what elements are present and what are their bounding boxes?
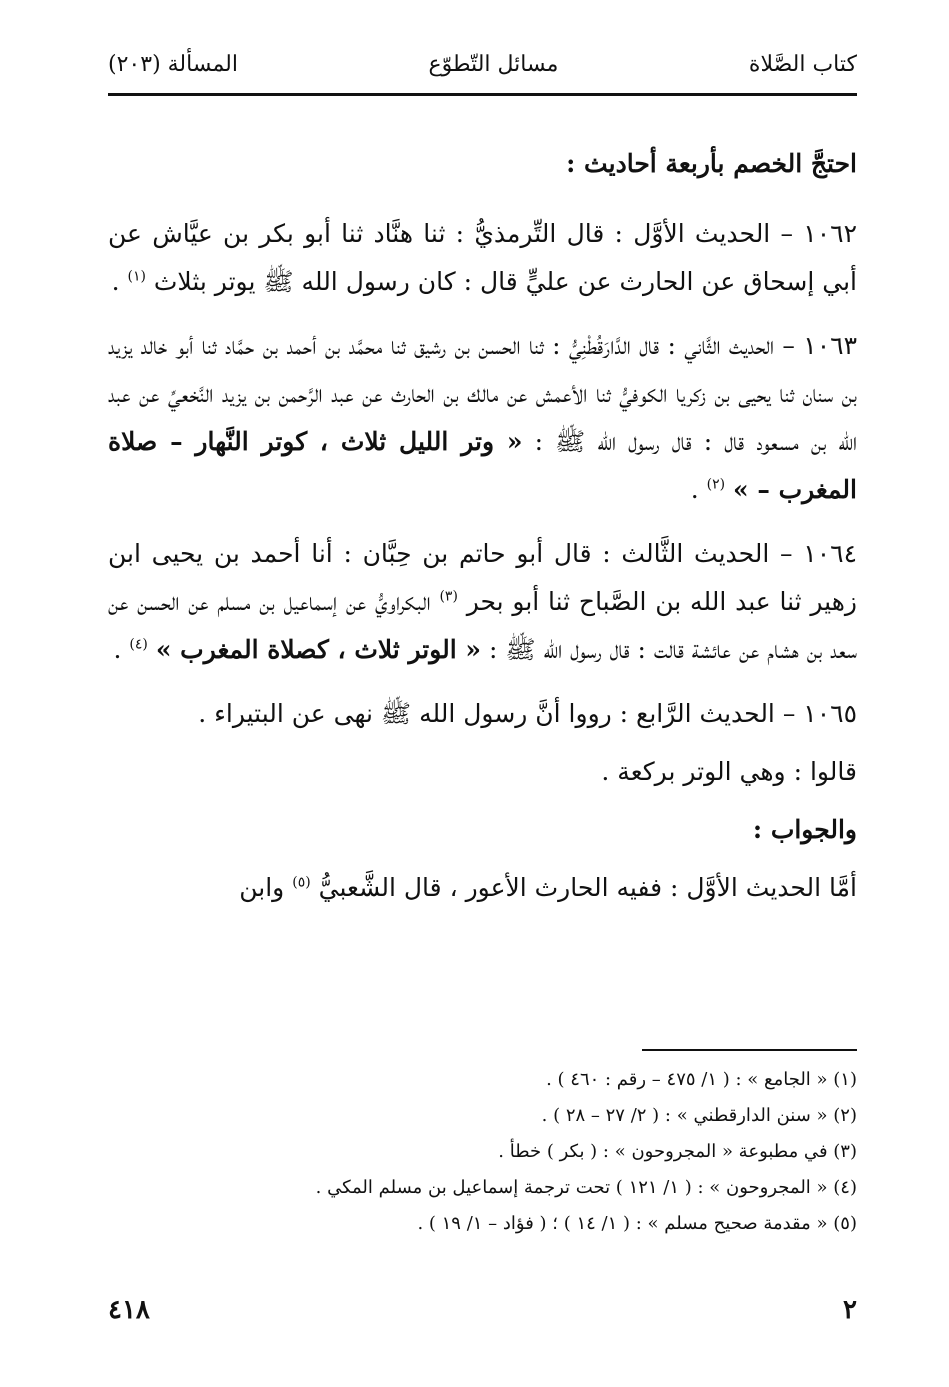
- running-header: [108, 42, 857, 86]
- header-chapter-title: مسائل التّطوّع: [428, 51, 559, 77]
- header-issue-number: المسألة (٢٠٣): [108, 51, 238, 77]
- hadith-1062-text: ١٠٦٢ – الحديث الأوَّل : قال التِّرمذيُّ : ثنا هنَّاد ثنا أبو بكر بن عيَّاش عن أبي إسحاق عن الحارث عن عليٍّ قال : كان رسول الله ﷺ يوتر بثلاث: [108, 219, 857, 296]
- page-number: ٤١٨: [108, 1295, 150, 1325]
- hadith-1062-end: .: [111, 267, 128, 296]
- hadith-1062: [108, 210, 857, 306]
- answer-text: أمَّا الحديث الأوَّل : ففيه الحارث الأعور ، قال الشَّعبيُّ: [318, 873, 857, 902]
- footnote-1: (١) « الجامع » : ( ١/ ٤٧٥ – رقم : ٤٦٠ ) .: [546, 1069, 857, 1090]
- footnote-ref-4[interactable]: (٤): [129, 636, 148, 653]
- footnote-ref-3[interactable]: (٣): [439, 588, 458, 605]
- hadith-1064-quote: « الوتر ثلاث ، كصلاة المغرب »: [155, 635, 482, 664]
- intro-line: احتجَّ الخصم بأربعة أحاديث :: [566, 149, 857, 178]
- hadith-1063-end: .: [690, 475, 707, 504]
- answer-paragraph: [108, 864, 857, 912]
- header-book-title: كتاب الصَّلاة: [748, 51, 857, 77]
- answer-heading: والجواب :: [752, 815, 857, 844]
- footnote-4: (٤) « المجروحون » : ( ١/ ١٢١ ) تحت ترجمة إسماعيل بن مسلم المكي .: [315, 1177, 857, 1198]
- footnote-2: (٢) « سنن الدارقطني » : ( ٢/ ٢٧ – ٢٨ ) .: [541, 1105, 857, 1126]
- footnote-separator: [642, 1049, 857, 1051]
- hadith-1063-quote: « وتر الليل ثلاث ، كوتر النَّهار – صلاة المغرب – »: [108, 427, 857, 504]
- volume-number: ٢: [843, 1295, 857, 1325]
- main-text: [108, 140, 857, 928]
- hadith-1065: ١٠٦٥ – الحديث الرَّابع : رووا أنَّ رسول الله ﷺ نهى عن البتيراء .: [198, 699, 857, 728]
- footnote-5: (٥) « مقدمة صحيح مسلم » : ( ١/ ١٤ ) ؛ ( فؤاد – ١/ ١٩ ) .: [417, 1213, 857, 1234]
- hadith-1063-text: ١٠٦٣ – الحديث الثَّاني : قال الدَّارَقُطْنِيُّ : ثنا الحسن بن رشيق ثنا محمَّد بن أحمد بن حمَّاد ثنا أبو خالد يزيد بن سنان ثنا يحيى بن زكريا الكوفيُّ ثنا الأعمش عن مالك بن الحارث عن عبد الرَّحمن بن يزيد النَّخعيِّ عن عبد الله بن مسعود قال : قال رسول الله ﷺ :: [108, 331, 857, 456]
- footnote-ref-2[interactable]: (٢): [706, 476, 726, 493]
- footnote-3: (٣) في مطبوعة « المجروحون » : ( بكر ) خطأ .: [498, 1141, 857, 1162]
- header-rule: [108, 93, 857, 96]
- hadith-1064-end: .: [113, 635, 130, 664]
- their-claim: قالوا : وهي الوتر بركعة .: [601, 757, 857, 786]
- footnotes: [108, 1062, 857, 1242]
- footnote-ref-1[interactable]: (١): [127, 268, 146, 285]
- page-footer: [108, 1290, 857, 1330]
- hadith-1063: [108, 322, 857, 514]
- hadith-1064: [108, 530, 857, 674]
- answer-end: وابن: [239, 873, 293, 902]
- hadith-1064-text-2: البكراويُّ عن إسماعيل بن مسلم عن الحسن عن سعد بن هشام عن عائشة قالت : قال رسول الله ﷺ :: [108, 587, 857, 664]
- footnote-ref-5[interactable]: (٥): [292, 874, 311, 891]
- hadith-1064-text: ١٠٦٤ – الحديث الثَّالث : قال أبو حاتم بن حِبَّان : أنا أحمد بن يحيى ابن زهير ثنا عبد الله بن الصَّباح ثنا أبو بحر: [108, 539, 857, 616]
